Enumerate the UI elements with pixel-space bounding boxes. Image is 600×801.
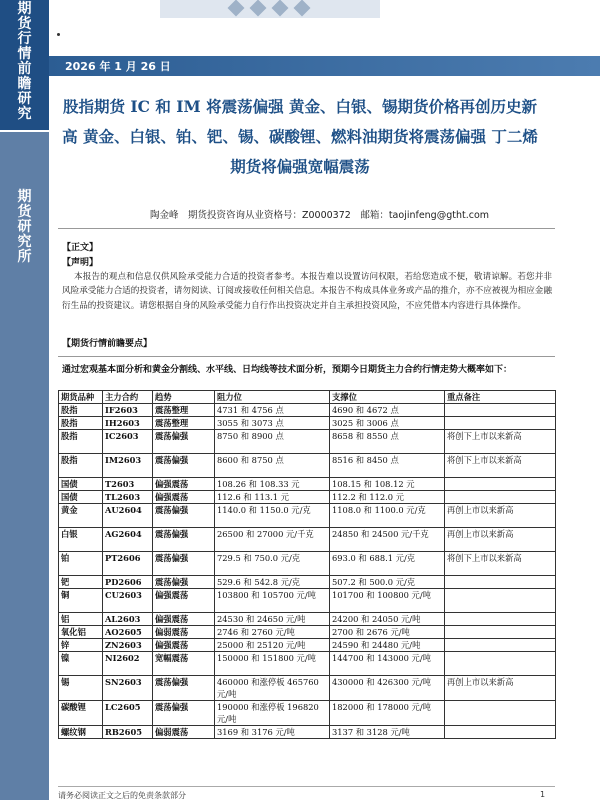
table-cell: 股指 bbox=[59, 417, 103, 430]
disclaimer-text: 本报告的观点和信息仅供风险承受能力合适的投资者参考。本报告难以设置访问权限，若给您造成不便，敬请谅解。若您并非风险承受能力合适的投资者，请勿阅读、订阅或接收任何相关信息。本报告不构成具体业务或产品的推介，亦不应被视为相应金融衍生品的投资建议。请您根据自身的风险承受能力自行作出投资决定并自主承担投资风险，不应凭借本内容进行具体操作。 bbox=[62, 272, 552, 311]
futures-table bbox=[58, 390, 556, 739]
table-row bbox=[59, 701, 556, 726]
table-cell: 黄金 bbox=[59, 504, 103, 528]
report-title: 股指期货 IC 和 IM 将震荡偏强 黄金、白银、锡期货价格再创历史新高 黄金、白银、铂、钯、锡、碳酸锂、燃料油期货将震荡偏强 丁二烯期货将偏强宽幅震荡 bbox=[62, 97, 538, 176]
table-cell: 震荡偏强 bbox=[153, 701, 215, 726]
sidebar-divider bbox=[0, 130, 49, 132]
table-cell bbox=[445, 613, 556, 626]
table-cell: 国债 bbox=[59, 491, 103, 504]
table-cell: 101700 和 100800 元/吨 bbox=[330, 589, 445, 613]
table-cell: 再创上市以来新高 bbox=[445, 528, 556, 552]
table-cell: 再创上市以来新高 bbox=[445, 676, 556, 701]
table-cell: 190000 和涨停板 196820 元/吨 bbox=[215, 701, 330, 726]
table-cell: 460000 和涨停板 465760 元/吨 bbox=[215, 676, 330, 701]
footer-note: 请务必阅读正文之后的免责条款部分 bbox=[58, 791, 186, 800]
table-cell: 108.15 和 108.12 元 bbox=[330, 478, 445, 491]
table-cell: NI2602 bbox=[103, 652, 153, 676]
table-cell: 108.26 和 108.33 元 bbox=[215, 478, 330, 491]
table-cell: 氧化铝 bbox=[59, 626, 103, 639]
table-row bbox=[59, 478, 556, 491]
table-row bbox=[59, 417, 556, 430]
date-bar bbox=[49, 56, 600, 76]
report-date: 2026 年 1 月 26 日 bbox=[65, 60, 171, 73]
table-cell: 24850 和 24500 元/千克 bbox=[330, 528, 445, 552]
table-cell: ZN2603 bbox=[103, 639, 153, 652]
table-cell: LC2605 bbox=[103, 701, 153, 726]
table-row bbox=[59, 676, 556, 701]
table-cell: 8516 和 8450 点 bbox=[330, 454, 445, 478]
outlook-label: 【期货行情前瞻要点】 bbox=[62, 339, 153, 349]
table-cell: IF2603 bbox=[103, 404, 153, 417]
table-cell: 震荡偏强 bbox=[153, 676, 215, 701]
table-cell bbox=[445, 652, 556, 676]
sidebar bbox=[0, 0, 49, 800]
table-cell bbox=[445, 404, 556, 417]
table-row bbox=[59, 528, 556, 552]
table-row bbox=[59, 589, 556, 613]
header-trend: 趋势 bbox=[153, 391, 215, 404]
table-cell: IC2603 bbox=[103, 430, 153, 454]
table-cell: 8600 和 8750 点 bbox=[215, 454, 330, 478]
table-cell: 震荡偏强 bbox=[153, 552, 215, 576]
table-cell: TL2603 bbox=[103, 491, 153, 504]
table-cell: 430000 和 426300 元/吨 bbox=[330, 676, 445, 701]
table-cell: 3169 和 3176 元/吨 bbox=[215, 726, 330, 739]
divider-line bbox=[58, 356, 555, 357]
header-support: 支撑位 bbox=[330, 391, 445, 404]
header-remarks: 重点备注 bbox=[445, 391, 556, 404]
sidebar-top-label: 期 货 行 情 前 瞻 研 究 bbox=[17, 1, 32, 122]
header-variety: 期货品种 bbox=[59, 391, 103, 404]
header-resistance: 阻力位 bbox=[215, 391, 330, 404]
table-row bbox=[59, 576, 556, 589]
page-number: 1 bbox=[540, 790, 546, 799]
table-row bbox=[59, 552, 556, 576]
table-cell: 镍 bbox=[59, 652, 103, 676]
table-cell: 钯 bbox=[59, 576, 103, 589]
dot-mark bbox=[57, 33, 60, 36]
table-cell: 112.6 和 113.1 元 bbox=[215, 491, 330, 504]
table-cell: AL2603 bbox=[103, 613, 153, 626]
table-cell: 144700 和 143000 元/吨 bbox=[330, 652, 445, 676]
table-cell: 8658 和 8550 点 bbox=[330, 430, 445, 454]
table-cell: 震荡偏强 bbox=[153, 504, 215, 528]
table-cell: 1108.0 和 1100.0 元/克 bbox=[330, 504, 445, 528]
table-cell: 偏强震荡 bbox=[153, 639, 215, 652]
outlook-intro: 通过宏观基本面分析和黄金分割线、水平线、日均线等技术面分析，预期今日期货主力合约行情走势大概率如下： bbox=[62, 365, 513, 375]
table-cell: 182000 和 178000 元/吨 bbox=[330, 701, 445, 726]
table-cell: 24590 和 24480 元/吨 bbox=[330, 639, 445, 652]
table-row bbox=[59, 613, 556, 626]
header-contract: 主力合约 bbox=[103, 391, 153, 404]
table-cell: 112.2 和 112.0 元 bbox=[330, 491, 445, 504]
table-cell: 150000 和 151800 元/吨 bbox=[215, 652, 330, 676]
table-row bbox=[59, 626, 556, 639]
diamond-decoration bbox=[228, 0, 245, 16]
sidebar-bottom-label: 期 货 研 究 所 bbox=[17, 189, 32, 265]
table-cell: 3055 和 3073 点 bbox=[215, 417, 330, 430]
table-cell: 震荡偏强 bbox=[153, 454, 215, 478]
table-cell: SN2603 bbox=[103, 676, 153, 701]
table-cell bbox=[445, 576, 556, 589]
table-cell bbox=[445, 639, 556, 652]
table-cell: 将创下上市以来新高 bbox=[445, 454, 556, 478]
table-cell bbox=[445, 726, 556, 739]
table-cell: 锌 bbox=[59, 639, 103, 652]
table-cell: 26500 和 27000 元/千克 bbox=[215, 528, 330, 552]
table-cell bbox=[445, 701, 556, 726]
diamond-decoration bbox=[272, 0, 289, 16]
table-cell: 24200 和 24050 元/吨 bbox=[330, 613, 445, 626]
table-row bbox=[59, 491, 556, 504]
table-cell: 偏强震荡 bbox=[153, 491, 215, 504]
table-header-row bbox=[59, 391, 556, 404]
table-cell: 铜 bbox=[59, 589, 103, 613]
table-cell: IM2603 bbox=[103, 454, 153, 478]
table-cell bbox=[445, 491, 556, 504]
table-cell: IH2603 bbox=[103, 417, 153, 430]
top-banner-decoration bbox=[160, 0, 380, 18]
table-cell: 1140.0 和 1150.0 元/克 bbox=[215, 504, 330, 528]
table-row bbox=[59, 726, 556, 739]
table-cell: 3025 和 3006 点 bbox=[330, 417, 445, 430]
table-cell: 震荡偏强 bbox=[153, 576, 215, 589]
table-cell: 震荡偏强 bbox=[153, 528, 215, 552]
author-line: 陶金峰 期货投资咨询从业资格号：Z0000372 邮箱：taojinfeng@gtht.com bbox=[150, 210, 490, 221]
table-cell: 25000 和 25120 元/吨 bbox=[215, 639, 330, 652]
table-cell: RB2605 bbox=[103, 726, 153, 739]
table-cell: 偏弱震荡 bbox=[153, 626, 215, 639]
table-cell: 2700 和 2676 元/吨 bbox=[330, 626, 445, 639]
table-row bbox=[59, 639, 556, 652]
table-cell: 24530 和 24650 元/吨 bbox=[215, 613, 330, 626]
table-cell: 股指 bbox=[59, 404, 103, 417]
table-cell: 偏强震荡 bbox=[153, 478, 215, 491]
table-cell: 白银 bbox=[59, 528, 103, 552]
table-cell: 铂 bbox=[59, 552, 103, 576]
disclaimer-label: 【声明】 bbox=[62, 258, 99, 268]
table-row bbox=[59, 504, 556, 528]
table-cell: 国债 bbox=[59, 478, 103, 491]
diamond-decoration bbox=[294, 0, 311, 16]
table-cell: AG2604 bbox=[103, 528, 153, 552]
table-row bbox=[59, 454, 556, 478]
table-cell: 震荡整理 bbox=[153, 417, 215, 430]
table-cell: 8750 和 8900 点 bbox=[215, 430, 330, 454]
table-row bbox=[59, 430, 556, 454]
table-cell: 693.0 和 688.1 元/克 bbox=[330, 552, 445, 576]
table-cell: T2603 bbox=[103, 478, 153, 491]
table-cell: 偏强震荡 bbox=[153, 613, 215, 626]
table-cell bbox=[445, 417, 556, 430]
table-cell: 铝 bbox=[59, 613, 103, 626]
divider-line bbox=[58, 228, 555, 229]
table-cell: AO2605 bbox=[103, 626, 153, 639]
table-cell: 507.2 和 500.0 元/克 bbox=[330, 576, 445, 589]
table-cell: 4731 和 4756 点 bbox=[215, 404, 330, 417]
table-cell: 将创下上市以来新高 bbox=[445, 552, 556, 576]
footer-divider bbox=[58, 786, 555, 787]
table-cell: PD2606 bbox=[103, 576, 153, 589]
table-cell: 再创上市以来新高 bbox=[445, 504, 556, 528]
table-cell: 529.6 和 542.8 元/克 bbox=[215, 576, 330, 589]
body-label: 【正文】 bbox=[62, 243, 99, 253]
table-cell: 宽幅震荡 bbox=[153, 652, 215, 676]
table-cell bbox=[445, 589, 556, 613]
table-cell: 103800 和 105700 元/吨 bbox=[215, 589, 330, 613]
table-row bbox=[59, 652, 556, 676]
diamond-decoration bbox=[250, 0, 267, 16]
table-cell: 螺纹钢 bbox=[59, 726, 103, 739]
table-cell: 偏弱震荡 bbox=[153, 726, 215, 739]
table-cell: 3137 和 3128 元/吨 bbox=[330, 726, 445, 739]
table-cell: 碳酸锂 bbox=[59, 701, 103, 726]
table-cell: 震荡整理 bbox=[153, 404, 215, 417]
table-cell: 股指 bbox=[59, 454, 103, 478]
table-cell: 震荡偏强 bbox=[153, 430, 215, 454]
table-row bbox=[59, 404, 556, 417]
table-cell: 将创下上市以来新高 bbox=[445, 430, 556, 454]
table-cell: 偏强震荡 bbox=[153, 589, 215, 613]
table-cell bbox=[445, 626, 556, 639]
table-cell: 锡 bbox=[59, 676, 103, 701]
table-cell: CU2603 bbox=[103, 589, 153, 613]
table-cell: PT2606 bbox=[103, 552, 153, 576]
table-cell: 729.5 和 750.0 元/克 bbox=[215, 552, 330, 576]
table-cell: AU2604 bbox=[103, 504, 153, 528]
table-cell: 4690 和 4672 点 bbox=[330, 404, 445, 417]
table-cell: 2746 和 2760 元/吨 bbox=[215, 626, 330, 639]
table-cell: 股指 bbox=[59, 430, 103, 454]
table-cell bbox=[445, 478, 556, 491]
